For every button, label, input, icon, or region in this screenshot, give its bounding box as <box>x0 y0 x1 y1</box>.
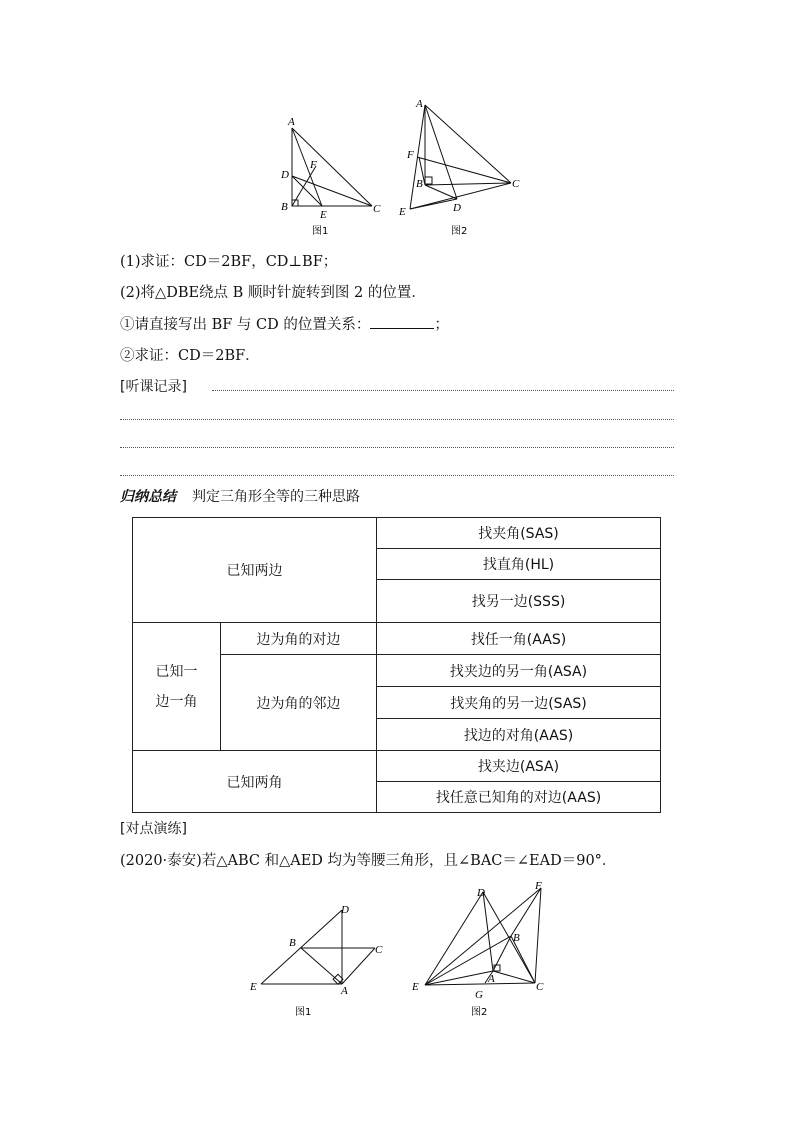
bfig2-label-d: D <box>477 887 485 899</box>
table-row <box>133 751 661 782</box>
bfig2-label-g: G <box>475 989 483 1001</box>
fig2-label-f: F <box>407 149 414 161</box>
fig1-label-c: C <box>373 203 381 215</box>
fig2-label-a: A <box>416 98 423 110</box>
summary-heading <box>120 486 360 506</box>
practice-label: [对点演练] <box>120 821 187 837</box>
bfig1-label-e: E <box>250 981 257 993</box>
bfig2-label-e: E <box>412 981 419 993</box>
fig1-label-f: F <box>310 159 317 171</box>
question-1: (1)求证：CD＝2BF，CD⊥BF； <box>120 254 338 270</box>
top-figure-1 <box>270 110 390 240</box>
answer-blank[interactable] <box>370 316 434 329</box>
bfig1-label-c: C <box>375 944 383 956</box>
bottom-figure-2 <box>405 878 555 1023</box>
method-cell: 找边的对角(AAS) <box>377 719 661 751</box>
method-cell: 找直角(HL) <box>377 549 661 580</box>
bfig1-label-d: D <box>341 904 349 916</box>
bfig2-caption: 图2 <box>471 1007 488 1018</box>
notes-label: [听课记录] <box>120 379 187 395</box>
method-cell: 找任一角(AAS) <box>377 623 661 655</box>
opposite-side-label: 边为角的对边 <box>221 623 377 655</box>
bottom-figure-1 <box>245 898 390 1023</box>
fig1-label-e: E <box>320 209 327 221</box>
adjacent-side-label: 边为角的邻边 <box>221 655 377 751</box>
notes-line[interactable] <box>120 419 674 420</box>
notes-line[interactable] <box>212 390 674 391</box>
fig1-label-b: B <box>281 201 288 213</box>
two-sides-label: 已知两边 <box>133 518 377 623</box>
fig2-caption: 图2 <box>451 226 468 237</box>
method-cell: 找任意已知角的对边(AAS) <box>377 782 661 813</box>
method-cell: 找夹边(ASA) <box>377 751 661 782</box>
bfig2-label-a: A <box>488 973 495 985</box>
bfig1-label-b: B <box>289 937 296 949</box>
question-2-1-suffix: ； <box>434 317 449 333</box>
notes-line[interactable] <box>120 475 674 476</box>
bfig2-label-f: F <box>535 880 542 892</box>
side-angle-label-line1: 已知一 <box>155 663 198 680</box>
fig2-label-c: C <box>512 178 520 190</box>
table-row <box>133 518 661 549</box>
practice-problem: (2020·泰安)若△ABC 和△AED 均为等腰三角形，且∠BAC＝∠EAD＝90°． <box>120 853 617 869</box>
side-angle-label <box>133 623 221 751</box>
summary-label: 归纳总结 <box>120 489 176 505</box>
fig2-label-e: E <box>399 206 406 218</box>
question-2-2: ②求证：CD＝2BF． <box>120 348 260 364</box>
method-cell: 找夹角的另一边(SAS) <box>377 687 661 719</box>
bfig1-label-a: A <box>341 985 348 997</box>
method-cell: 找夹边的另一角(ASA) <box>377 655 661 687</box>
fig2-label-d: D <box>453 202 461 214</box>
bfig1-caption: 图1 <box>295 1007 312 1018</box>
summary-title: 判定三角形全等的三种思路 <box>192 489 360 505</box>
fig1-caption: 图1 <box>312 226 329 237</box>
table-row <box>133 623 661 655</box>
congruence-table <box>132 517 661 813</box>
method-cell: 找夹角(SAS) <box>377 518 661 549</box>
bfig2-label-b: B <box>513 932 520 944</box>
fig1-label-d: D <box>281 169 289 181</box>
question-2-1-text: ①请直接写出 BF 与 CD 的位置关系： <box>120 317 371 333</box>
question-2-1 <box>120 313 449 334</box>
two-angles-label: 已知两角 <box>133 751 377 813</box>
fig1-label-a: A <box>288 116 295 128</box>
method-cell: 找另一边(SSS) <box>377 580 661 623</box>
fig2-label-b: B <box>416 178 423 190</box>
question-2: (2)将△DBE绕点 B 顺时针旋转到图 2 的位置． <box>120 285 426 301</box>
bfig2-label-c: C <box>536 981 544 993</box>
top-figure-2 <box>395 95 530 240</box>
side-angle-label-line2: 边一角 <box>155 693 198 710</box>
notes-line[interactable] <box>120 447 674 448</box>
